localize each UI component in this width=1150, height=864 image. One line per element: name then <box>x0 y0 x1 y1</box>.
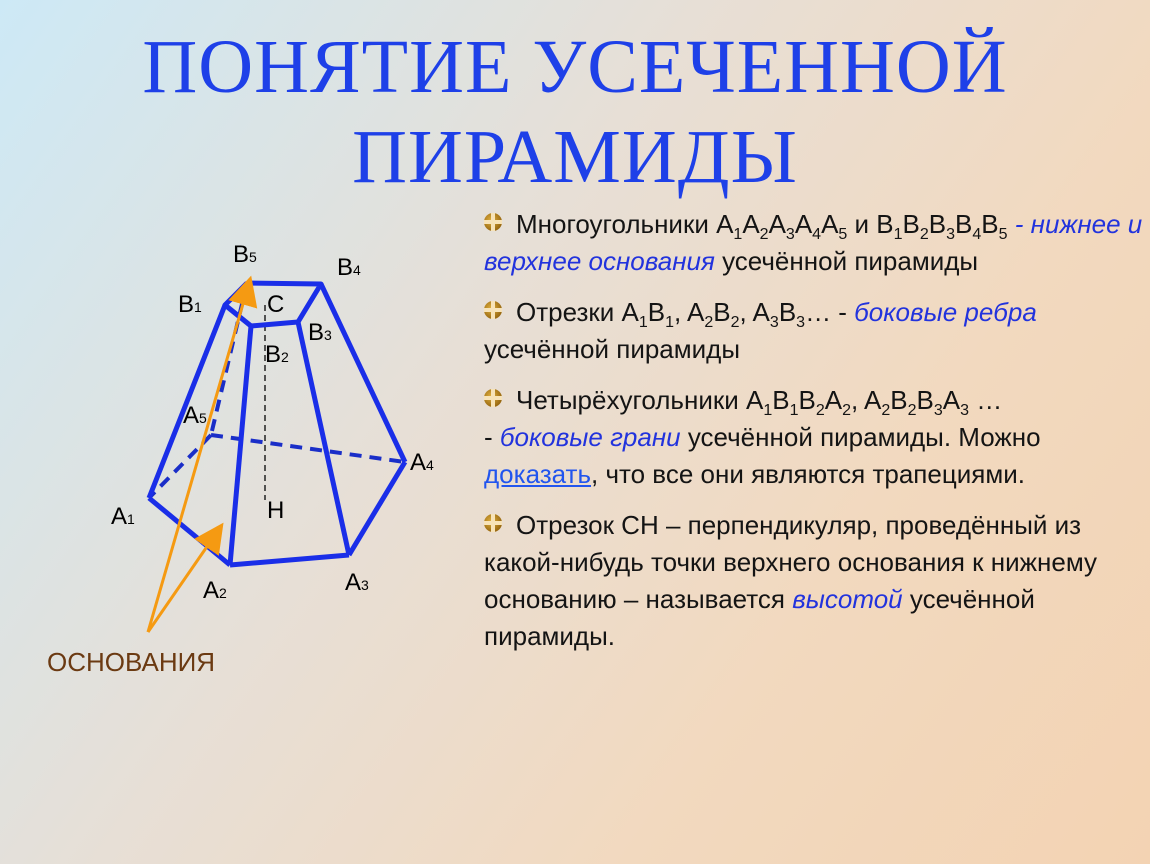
bullet-icon <box>484 301 502 319</box>
label-a5: A5 <box>183 402 207 429</box>
bullet-icon <box>484 514 502 532</box>
bullet-icon <box>484 389 502 407</box>
prove-link[interactable]: доказать <box>484 459 592 489</box>
emphasis-bases: - нижнее и верхнее основания <box>484 209 1143 276</box>
list-item: Отрезок CH – перпендикуляр, проведённый из какой-нибудь точки верхнего основания к нижнему основанию – называется высотой усечённой пирамиды. <box>484 510 1098 651</box>
bullet-icon <box>484 213 502 231</box>
label-h: H <box>267 497 285 524</box>
label-c: C <box>267 291 285 318</box>
emphasis-height: высотой <box>792 584 903 614</box>
label-a2: A2 <box>203 577 227 604</box>
label-a4: A4 <box>410 449 434 476</box>
emphasis-edges: боковые ребра <box>854 297 1037 327</box>
definitions-list <box>484 206 1144 669</box>
label-b4: B4 <box>337 254 361 281</box>
truncated-pyramid-figure <box>0 0 480 720</box>
label-b2: B2 <box>265 341 289 368</box>
label-b3: B3 <box>308 319 332 346</box>
list-item: Отрезки $A_1B_1$, $A_2B_2$, $A_3B_3\dots$ - боковые ребра усечённой пирамиды <box>484 297 1037 364</box>
title-line-1: ПОНЯТИЕ УСЕЧЕННОЙ <box>142 25 1008 109</box>
label-b5: B5 <box>233 241 257 268</box>
list-item: Многоугольники $A_1A_2A_3A_4A_5$ и $B_1B_2B_3B_4B_5$ - нижнее и верхнее основания усечённой пирамиды <box>484 209 1143 276</box>
emphasis-faces: боковые грани <box>499 422 681 452</box>
label-a1: A1 <box>111 503 135 530</box>
bases-label: ОСНОВАНИЯ <box>47 647 216 677</box>
label-b1: B1 <box>178 291 202 318</box>
title-line-2: ПИРАМИДЫ <box>352 115 798 199</box>
label-a3: A3 <box>345 569 369 596</box>
list-item: Четырёхугольники $A_1B_1B_2A_2$, $A_2B_2B_3A_3$ … - боковые грани усечённой пирамиды. Можно доказать, что все они являются трапециями. <box>484 385 1041 489</box>
